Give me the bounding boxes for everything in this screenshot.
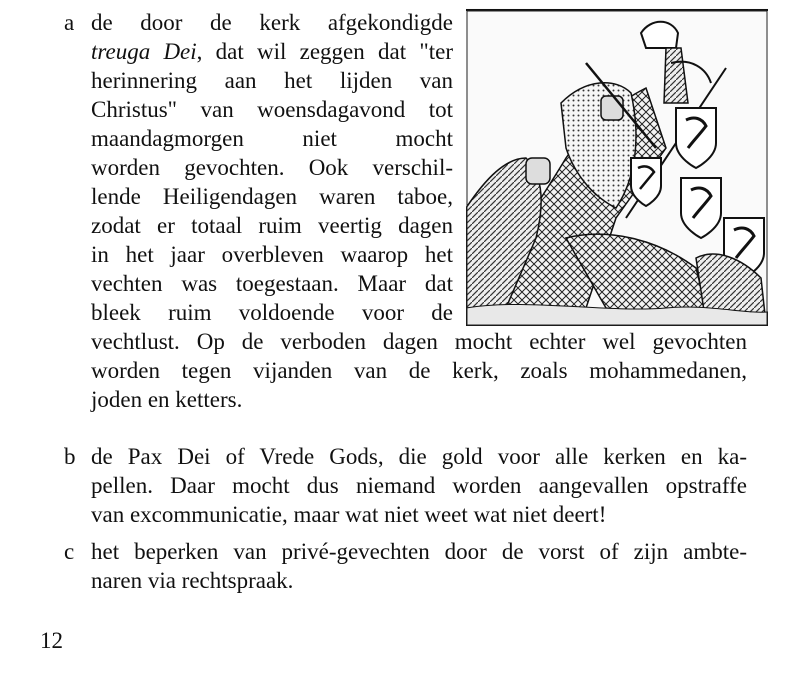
text-line: zodat er totaal ruim veertig dagen: [91, 213, 453, 238]
text-line: naren via rechtspraak.: [91, 568, 294, 593]
text-line: [91, 37, 453, 66]
text-line: worden tegen vijanden van de kerk, zoals mohammedanen,: [91, 358, 747, 383]
text-line: de door de kerk afgekondigde: [91, 10, 453, 35]
text-line: maandagmorgen niet mocht: [91, 126, 453, 151]
text-line: herinnering aan het lijden van: [91, 68, 453, 93]
text-line: Christus" van woensdagavond tot: [91, 97, 453, 122]
text-line: vechten was toegestaan. Maar dat: [91, 271, 453, 296]
text-line: in het jaar overbleven waarop het: [91, 242, 453, 267]
list-marker-c: c: [64, 539, 75, 564]
text-line: van excommunicatie, maar wat niet weet wat niet deert!: [91, 502, 607, 527]
text-line: joden en ketters.: [91, 387, 243, 412]
list-item-b-text: [91, 442, 747, 529]
text-line: het beperken van privé-gevechten door de vorst of zijn ambte-: [91, 539, 747, 564]
medieval-battle-illustration-icon: [466, 8, 768, 326]
text-line: vechtlust. Op de verboden dagen mocht echter wel gevochten: [91, 329, 747, 354]
list-item-a-text-wrapped: [91, 8, 453, 327]
text-line: pellen. Daar mocht dus niemand worden aangevallen opstraffe: [91, 473, 747, 498]
text-line-rest: , dat wil zeggen dat "ter: [196, 39, 454, 64]
text-line: lende Heiligendagen waren taboe,: [91, 184, 453, 209]
list-item-c-text: [91, 537, 747, 595]
list-item-a-text-full: [91, 327, 747, 414]
text-line: worden gevochten. Ook verschil-: [91, 155, 453, 180]
text-line: de Pax Dei of Vrede Gods, die gold voor alle kerken en ka-: [91, 444, 747, 469]
treuga-dei-term: treuga Dei: [91, 39, 197, 64]
list-marker-a: a: [64, 10, 75, 35]
page-number: 12: [40, 628, 63, 653]
list-marker-b: b: [64, 444, 76, 469]
text-line: bleek ruim voldoende voor de: [91, 300, 453, 325]
